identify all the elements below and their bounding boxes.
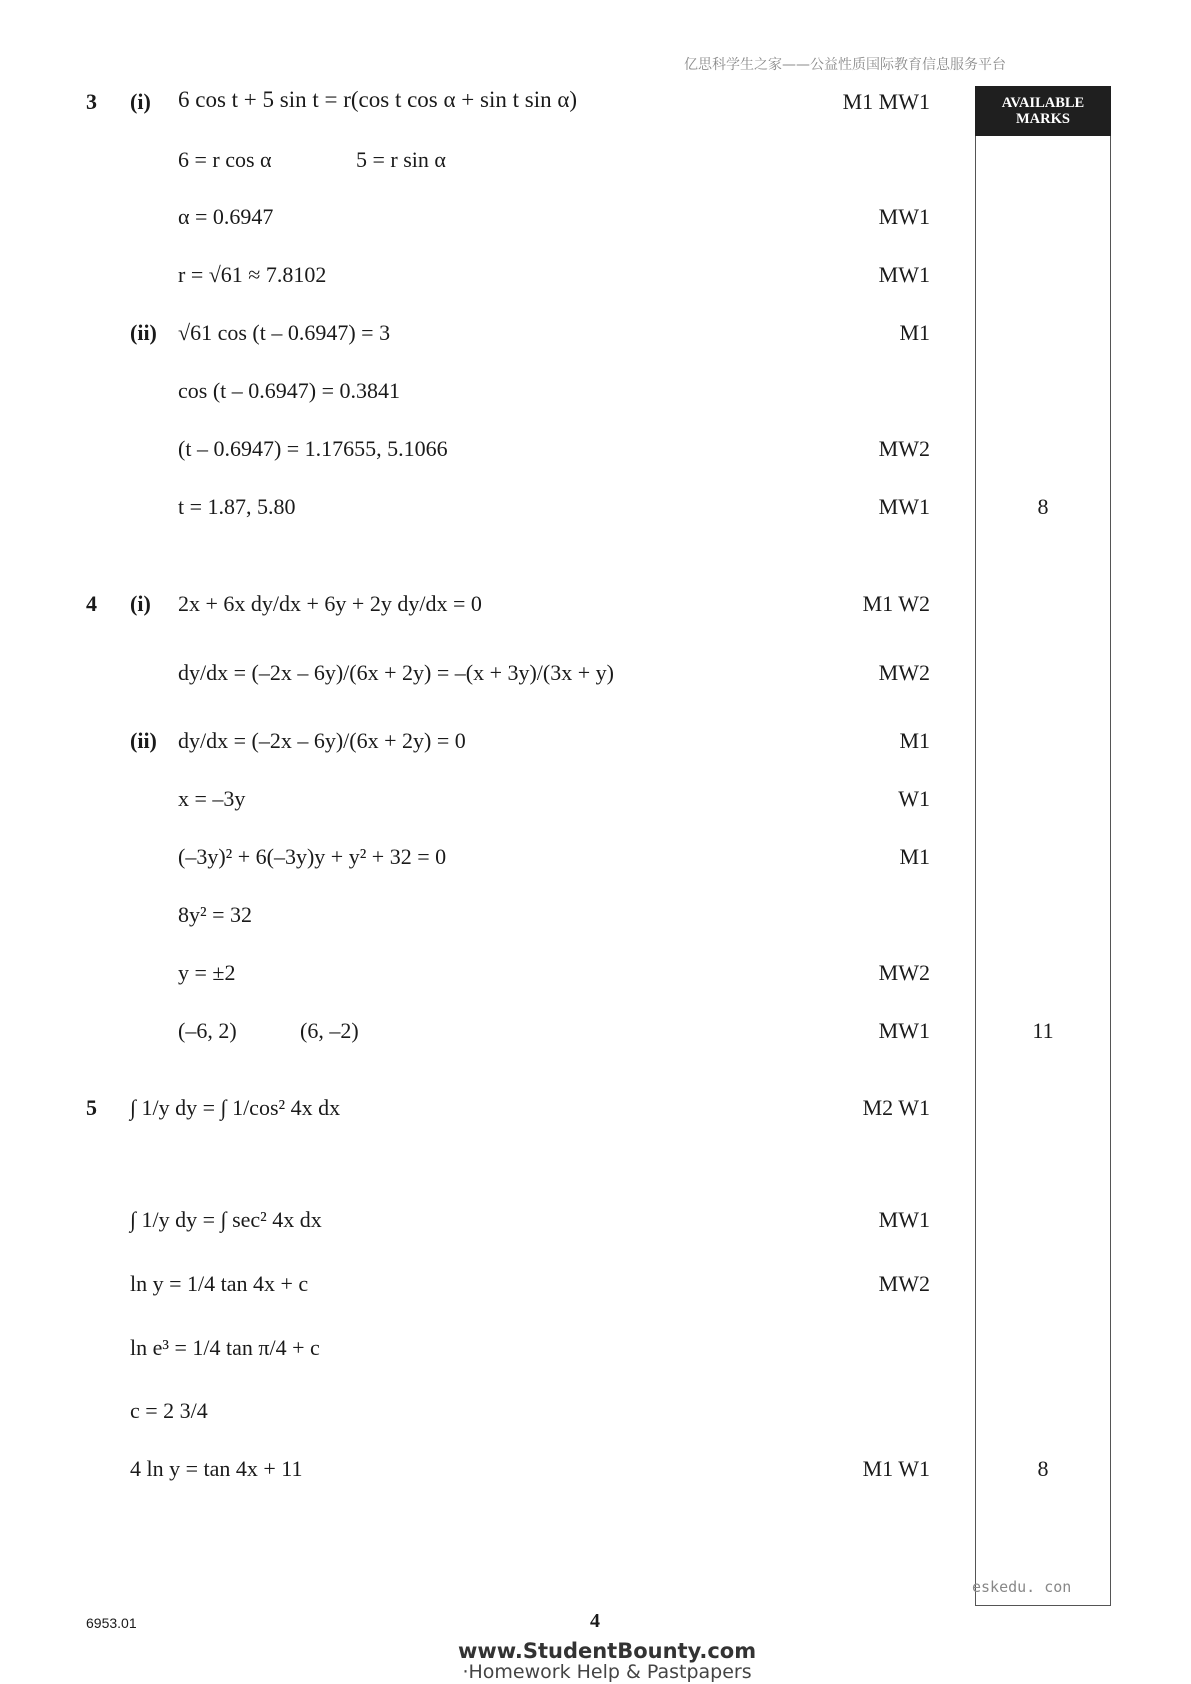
q3-line-8: t = 1.87, 5.80 (178, 494, 296, 519)
q3-line-5: √61 cos (t – 0.6947) = 3 (178, 320, 391, 345)
q5-available-marks: 8 (1037, 1456, 1049, 1481)
q4-mark-3: M1 (899, 728, 930, 753)
q4-mark-4: W1 (898, 786, 930, 811)
question-5-number: 5 (86, 1095, 97, 1120)
q4-line-8a: (–6, 2) (178, 1018, 237, 1043)
q4-mark-2: MW2 (878, 660, 930, 685)
q5-line-6: 4 ln y = tan 4x + 11 (130, 1456, 303, 1481)
q4-line-6: 8y² = 32 (178, 902, 253, 927)
q4-line-2: dy/dx = (–2x – 6y)/(6x + 2y) = –(x + 3y)/(3x + y) (178, 660, 614, 685)
q4-mark-1: M1 W2 (862, 591, 930, 616)
studentbounty-logo (458, 1640, 756, 1682)
q3-mark-1: M1 MW1 (842, 89, 930, 114)
paper-code: 6953.01 (86, 1615, 137, 1631)
q3-line-4: r = √61 ≈ 7.8102 (178, 262, 327, 287)
q3-line-2b: 5 = r sin α (356, 147, 446, 172)
q4-mark-5: M1 (899, 844, 930, 869)
q3-line-2a: 6 = r cos α (178, 147, 272, 172)
q4-mark-7: MW1 (878, 1018, 930, 1043)
q5-mark-3: MW2 (878, 1271, 930, 1296)
q3-available-marks: 8 (1037, 494, 1049, 519)
q4-line-3: dy/dx = (–2x – 6y)/(6x + 2y) = 0 (178, 728, 466, 753)
q3-mark-5: MW2 (878, 436, 930, 461)
q5-line-4: ln e³ = 1/4 tan π/4 + c (130, 1335, 320, 1360)
q5-mark-4: M1 W1 (862, 1456, 930, 1481)
q3-mark-2: MW1 (878, 204, 930, 229)
q3-mark-6: MW1 (878, 494, 930, 519)
available-marks-header (975, 86, 1111, 136)
q3-line-3: α = 0.6947 (178, 204, 274, 229)
q5-mark-1: M2 W1 (862, 1095, 930, 1120)
q4-mark-6: MW2 (878, 960, 930, 985)
page-number: 4 (590, 1610, 600, 1632)
q5-line-3: ln y = 1/4 tan 4x + c (130, 1271, 309, 1296)
q5-mark-2: MW1 (878, 1207, 930, 1232)
q4-line-1: 2x + 6x dy/dx + 6y + 2y dy/dx = 0 (178, 591, 482, 616)
q3-line-1: 6 cos t + 5 sin t = r(cos t cos α + sin t sin α) (178, 87, 578, 112)
footer-watermark: eskedu. con (972, 1578, 1072, 1596)
q4-line-5: (–3y)² + 6(–3y)y + y² + 32 = 0 (178, 844, 447, 869)
q3-part-ii: (ii) (130, 320, 157, 345)
available-marks-title-1: AVAILABLE (1001, 95, 1085, 111)
studentbounty-tagline: ·Homework Help & Pastpapers (462, 1661, 752, 1683)
q3-mark-3: MW1 (878, 262, 930, 287)
question-4-number: 4 (86, 591, 97, 616)
q4-line-8b: (6, –2) (300, 1018, 359, 1043)
q4-part-i: (i) (130, 591, 151, 616)
available-marks-column (975, 86, 1111, 1606)
q4-line-4: x = –3y (178, 786, 246, 811)
q4-part-ii: (ii) (130, 728, 157, 753)
q5-line-5: c = 2 3/4 (130, 1398, 208, 1423)
studentbounty-url: www.StudentBounty.com (458, 1639, 757, 1663)
question-3-number: 3 (86, 89, 97, 114)
header-watermark: 亿思科学生之家——公益性质国际教育信息服务平台 (684, 57, 1006, 73)
q3-part-i: (i) (130, 89, 151, 114)
q4-available-marks: 11 (1032, 1018, 1054, 1043)
q3-line-6: cos (t – 0.6947) = 0.3841 (178, 378, 400, 403)
available-marks-title-2: MARKS (1016, 111, 1070, 127)
q3-line-7: (t – 0.6947) = 1.17655, 5.1066 (178, 436, 448, 461)
q4-line-7: y = ±2 (178, 960, 236, 985)
q5-line-1: ∫ 1/y dy = ∫ 1/cos² 4x dx (130, 1095, 341, 1120)
q3-mark-4: M1 (899, 320, 930, 345)
q5-line-2: ∫ 1/y dy = ∫ sec² 4x dx (130, 1207, 322, 1232)
